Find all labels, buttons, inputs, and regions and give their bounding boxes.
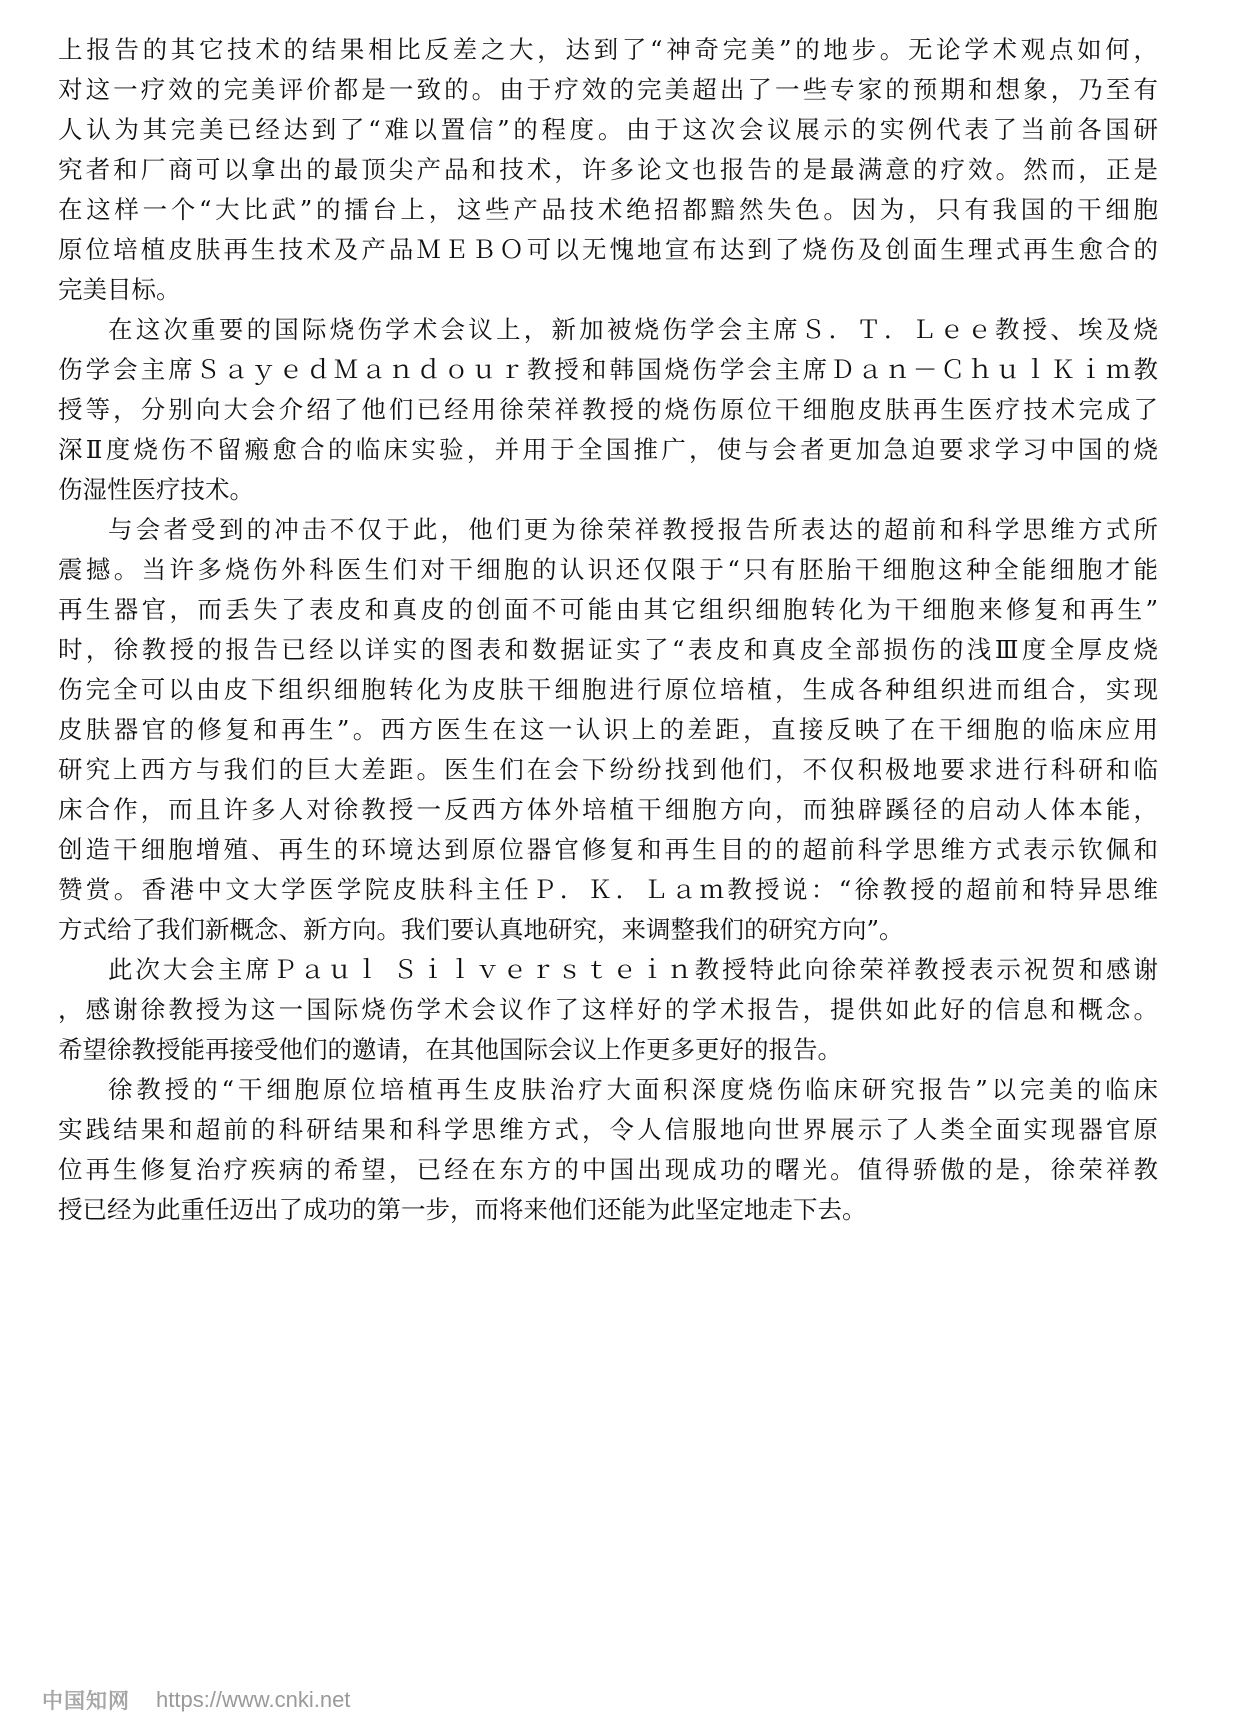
text-line: 方式给了我们新概念、新方向。我们要认真地研究，来调整我们的研究方向”。	[58, 915, 904, 944]
paragraph-first-line: 徐教授的“干细胞原位培植再生皮肤治疗大面积深度烧伤临床研究报告”以完美的临床	[108, 1075, 1158, 1104]
body-text	[58, 30, 1158, 1230]
text-line: 创造干细胞增殖、再生的环境达到原位器官修复和再生目的的超前科学思维方式表示钦佩和	[58, 835, 1158, 864]
text-line: 实践结果和超前的科研结果和科学思维方式，令人信服地向世界展示了人类全面实现器官原	[58, 1115, 1158, 1144]
text-line: 原位培植皮肤再生技术及产品ＭＥＢＯ可以无愧地宣布达到了烧伤及创面生理式再生愈合的	[58, 235, 1158, 264]
text-line: ，感谢徐教授为这一国际烧伤学术会议作了这样好的学术报告，提供如此好的信息和概念。	[58, 995, 1158, 1024]
cnki-logo: 中国知网	[42, 1689, 130, 1713]
paragraph-first-line: 在这次重要的国际烧伤学术会议上，新加被烧伤学会主席Ｓ．Ｔ．Ｌｅｅ教授、埃及烧	[108, 315, 1158, 344]
text-line: 床合作，而且许多人对徐教授一反西方体外培植干细胞方向，而独辟蹊径的启动人体本能，	[58, 795, 1158, 824]
text-line: 授已经为此重任迈出了成功的第一步，而将来他们还能为此坚定地走下去。	[58, 1195, 867, 1224]
text-line: 研究上西方与我们的巨大差距。医生们在会下纷纷找到他们，不仅积极地要求进行科研和临	[58, 755, 1158, 784]
text-line: 再生器官，而丢失了表皮和真皮的创面不可能由其它组织细胞转化为干细胞来修复和再生”	[58, 595, 1158, 624]
text-line: 伤湿性医疗技术。	[58, 475, 254, 504]
text-line: 时，徐教授的报告已经以详实的图表和数据证实了“表皮和真皮全部损伤的浅Ⅲ度全厚皮烧	[58, 635, 1158, 664]
text-line: 在这样一个“大比武”的擂台上，这些产品技术绝招都黯然失色。因为，只有我国的干细胞	[58, 195, 1158, 224]
text-line: 上报告的其它技术的结果相比反差之大，达到了“神奇完美”的地步。无论学术观点如何，	[58, 35, 1158, 64]
text-line: 深Ⅱ度烧伤不留瘢愈合的临床实验，并用于全国推广，使与会者更加急迫要求学习中国的烧	[58, 435, 1158, 464]
text-line: 伤完全可以由皮下组织细胞转化为皮肤干细胞进行原位培植，生成各种组织进而组合，实现	[58, 675, 1158, 704]
text-line: 授等，分别向大会介绍了他们已经用徐荣祥教授的烧伤原位干细胞皮肤再生医疗技术完成了	[58, 395, 1158, 424]
paragraph-first-line: 与会者受到的冲击不仅于此，他们更为徐荣祥教授报告所表达的超前和科学思维方式所	[108, 515, 1158, 544]
text-line: 震撼。当许多烧伤外科医生们对干细胞的认识还仅限于“只有胚胎干细胞这种全能细胞才能	[58, 555, 1158, 584]
text-line: 位再生修复治疗疾病的希望，已经在东方的中国出现成功的曙光。值得骄傲的是，徐荣祥教	[58, 1155, 1158, 1184]
text-line: 人认为其完美已经达到了“难以置信”的程度。由于这次会议展示的实例代表了当前各国研	[58, 115, 1158, 144]
text-line: 对这一疗效的完美评价都是一致的。由于疗效的完美超出了一些专家的预期和想象，乃至有	[58, 75, 1158, 104]
text-line: 皮肤器官的修复和再生”。西方医生在这一认识上的差距，直接反映了在干细胞的临床应用	[58, 715, 1158, 744]
footer-url[interactable]: https://www.cnki.net	[156, 1687, 351, 1712]
text-line: 希望徐教授能再接受他们的邀请，在其他国际会议上作更多更好的报告。	[58, 1035, 842, 1064]
text-line: 究者和厂商可以拿出的最顶尖产品和技术，许多论文也报告的是最满意的疗效。然而，正是	[58, 155, 1158, 184]
paragraph-first-line: 此次大会主席Ｐａｕｌ Ｓｉｌｖｅｒｓｔｅｉｎ教授特此向徐荣祥教授表示祝贺和感谢	[108, 955, 1158, 984]
footer	[42, 1688, 350, 1712]
text-line: 伤学会主席ＳａｙｅｄＭａｎｄｏｕｒ教授和韩国烧伤学会主席Ｄａｎ－ＣｈｕｌＫｉｍ教	[58, 355, 1158, 384]
text-line: 完美目标。	[58, 275, 181, 304]
text-line: 赞赏。香港中文大学医学院皮肤科主任Ｐ．Ｋ．Ｌａｍ教授说：“徐教授的超前和特异思维	[58, 875, 1158, 904]
